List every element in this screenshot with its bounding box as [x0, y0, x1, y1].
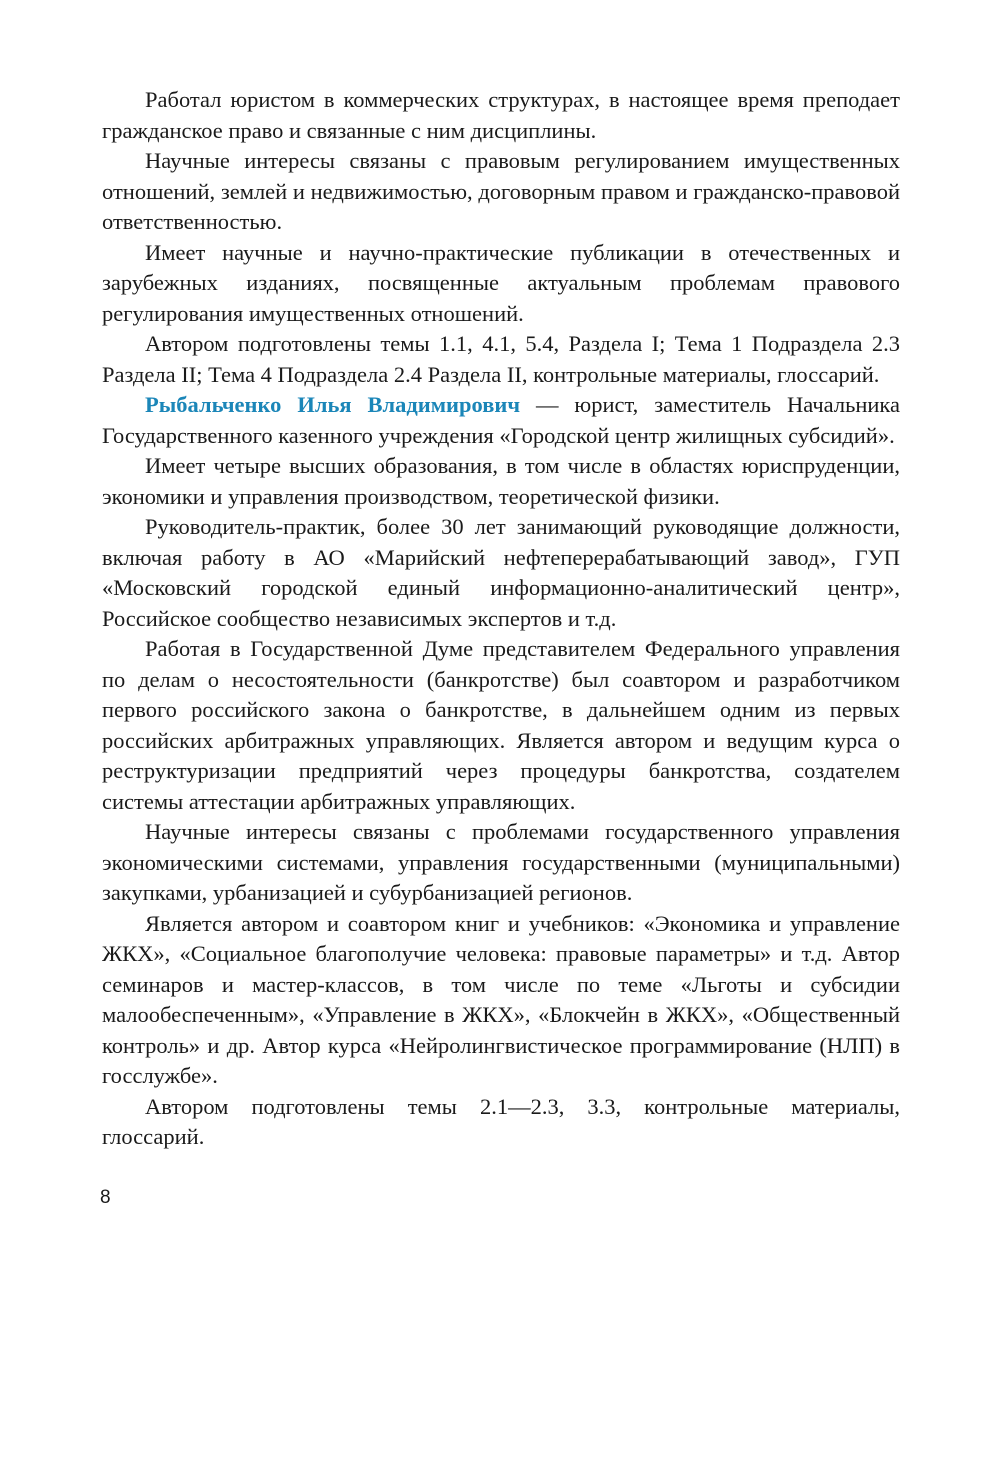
paragraph-duma-work: Работая в Государственной Думе представителем Федерального управления по делам о несостоятельности (банкротстве) был соавтором и разработчиком первого российского закона о банкротстве, в дальнейшем одним из первых российских арбитражных управляющих. Является автором и ведущим курса о реструктуризации предприятий через процедуры банкротства, создателем системы аттестации арбитражных управляющих. — [102, 636, 900, 814]
author-name: Рыбальченко Илья Владимирович — [145, 392, 521, 417]
paragraph-research-interests: Научные интересы связаны с правовым регулированием имущественных отношений, землей и недвижимостью, договорным правом и гражданско-правовой ответственностью. — [102, 148, 900, 234]
paragraph-career: Руководитель-практик, более 30 лет занимающий руководящие должности, включая работу в АО «Марийский нефтеперерабатывающий завод», ГУП «Московский городской единый информационно-аналитический центр», Российское сообщество независимых экспертов и т.д. — [102, 514, 900, 631]
author-intro-text: — юрист, заместитель Начальника Государственного казенного учреждения «Городской центр жилищных субсидий». — [102, 392, 901, 448]
body-text — [102, 85, 900, 1153]
paragraph-research-interests-2: Научные интересы связаны с проблемами государственного управления экономическими системами, управления государственными (муниципальными) закупками, урбанизацией и субурбанизацией регионов. — [102, 819, 900, 905]
page-number: 8 — [100, 1187, 111, 1208]
paragraph-authored-topics-2: Автором подготовлены темы 2.1—2.3, 3.3, контрольные материалы, глоссарий. — [102, 1093, 900, 1149]
paragraph-books: Является автором и соавтором книг и учебников: «Экономика и управление ЖКХ», «Социальное благополучие человека: правовые параметры» и т.д. Автор семинаров и мастер-классов, в том числе по теме «Льготы и субсидии малообеспеченным», «Управление в ЖКХ», «Блокчейн в ЖКХ», «Общественный контроль» и др. Автор курса «Нейролингвистическое программирование (НЛП) в госслужбе». — [102, 910, 900, 1088]
paragraph-authored-topics: Автором подготовлены темы 1.1, 4.1, 5.4, Раздела I; Тема 1 Подраздела 2.3 Раздела II; Тема 4 Подраздела 2.4 Раздела II, контрольные материалы, глоссарий. — [102, 331, 900, 387]
paragraph-work-experience: Работал юристом в коммерческих структурах, в настоящее время преподает гражданское право и связанные с ним дисциплины. — [102, 87, 900, 143]
paragraph-publications: Имеет научные и научно-практические публикации в отечественных и зарубежных изданиях, посвященные актуальным проблемам правового регулирования имущественных отношений. — [102, 239, 900, 326]
paragraph-education: Имеет четыре высших образования, в том числе в областях юриспруденции, экономики и управления производством, теоретической физики. — [102, 453, 900, 509]
paragraph-author-intro — [102, 390, 900, 451]
